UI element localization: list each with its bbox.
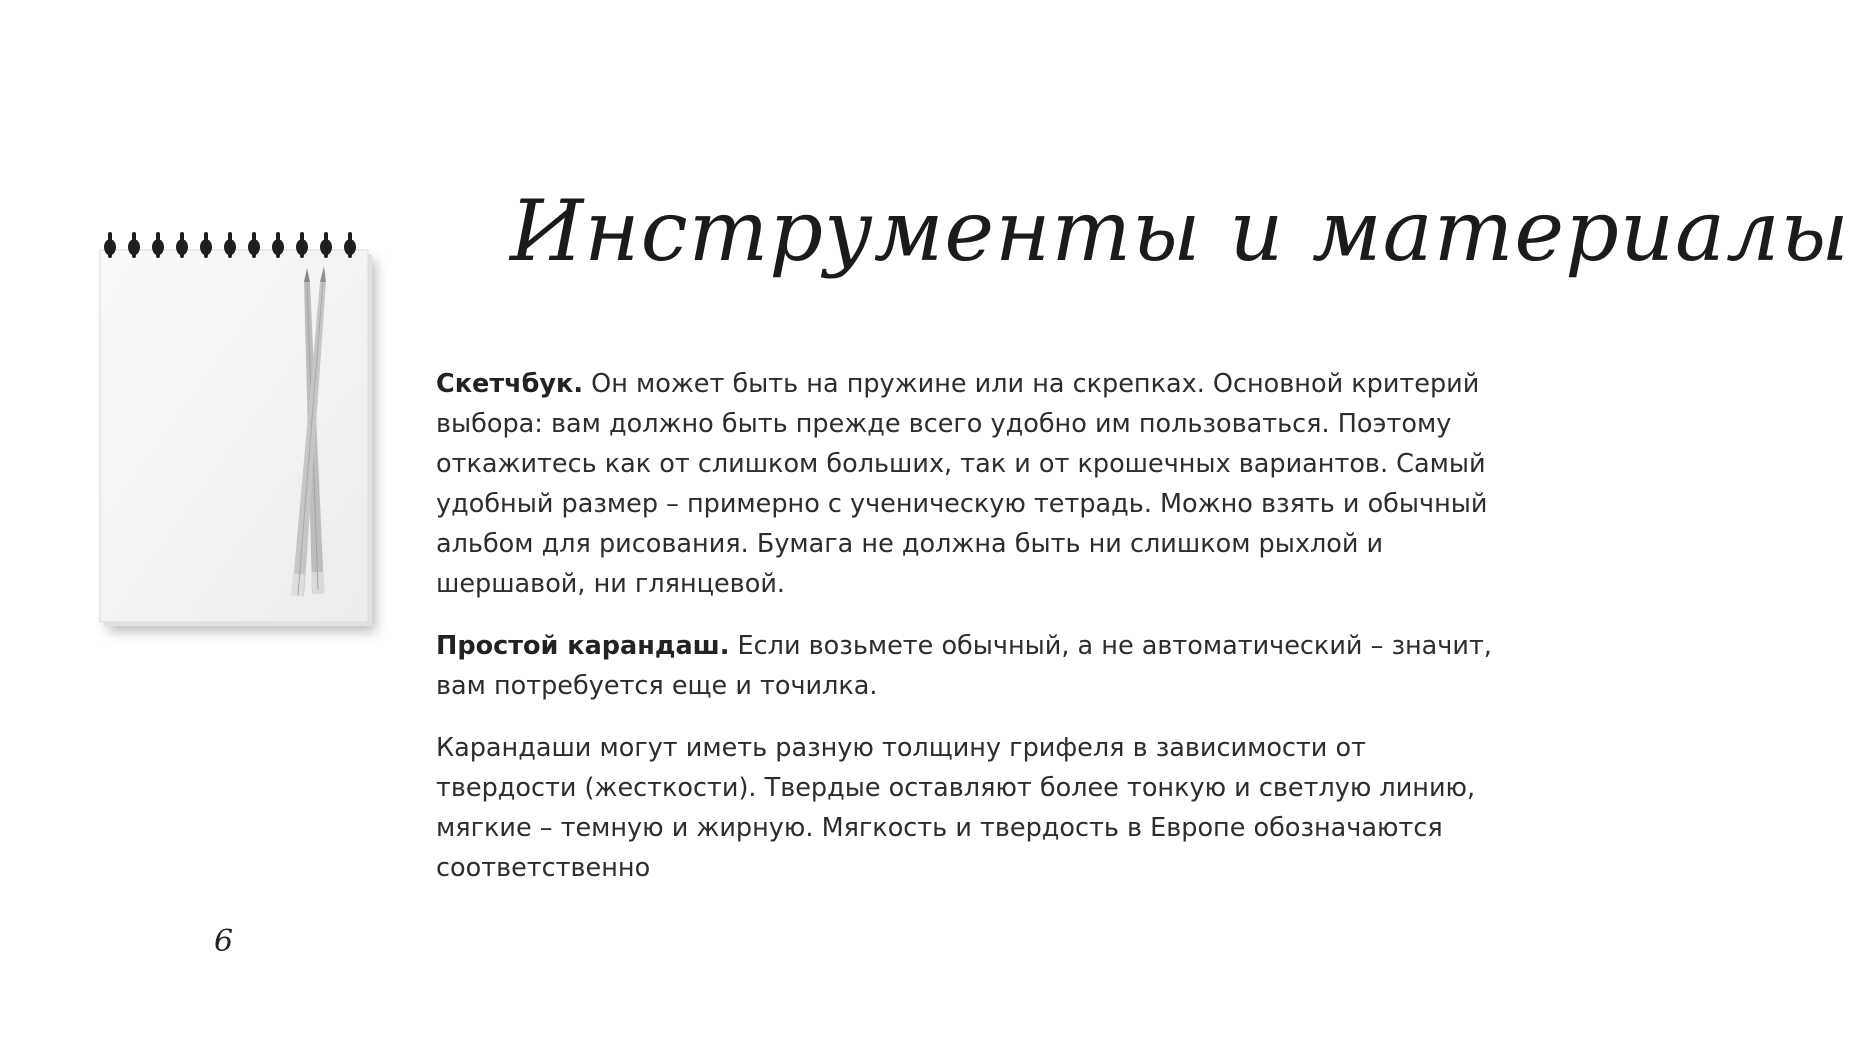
page-title: Инструменты и материалы [510,182,1850,280]
paragraph-heading: Скетчбук. [436,369,584,399]
paragraph-text: Карандаши могут иметь разную толщину грифеля в зависимости от твердости (жесткости). Твердые оставляют более тонкую и светлую линию, мягкие – темную и жирную. Мягкость и твердость в Европе обозначаются соответственно [436,733,1476,883]
notebook-illustration [86,220,406,640]
paragraph-sketchbook [436,364,1506,604]
paragraph-pencil [436,626,1506,706]
paragraph-hardness [436,728,1506,888]
page-number: 6 [214,924,234,959]
paragraph-text: Если возьмете обычный, а не автоматический – значит, вам потребуется еще и точилка. [436,631,1492,701]
spiral-notebook-icon [86,220,406,640]
body-text [436,364,1506,910]
paragraph-heading: Простой карандаш. [436,631,730,661]
paragraph-text: Он может быть на пружине или на скрепках. Основной критерий выбора: вам должно быть прежде всего удобно им пользоваться. Поэтому откажитесь как от слишком больших, так и от крошечных вариантов. Самый удобный размер – примерно с ученическую тетрадь. Можно взять и обычный альбом для рисования. Бумага не должна быть ни слишком рыхлой и шершавой, ни глянцевой. [436,369,1488,599]
